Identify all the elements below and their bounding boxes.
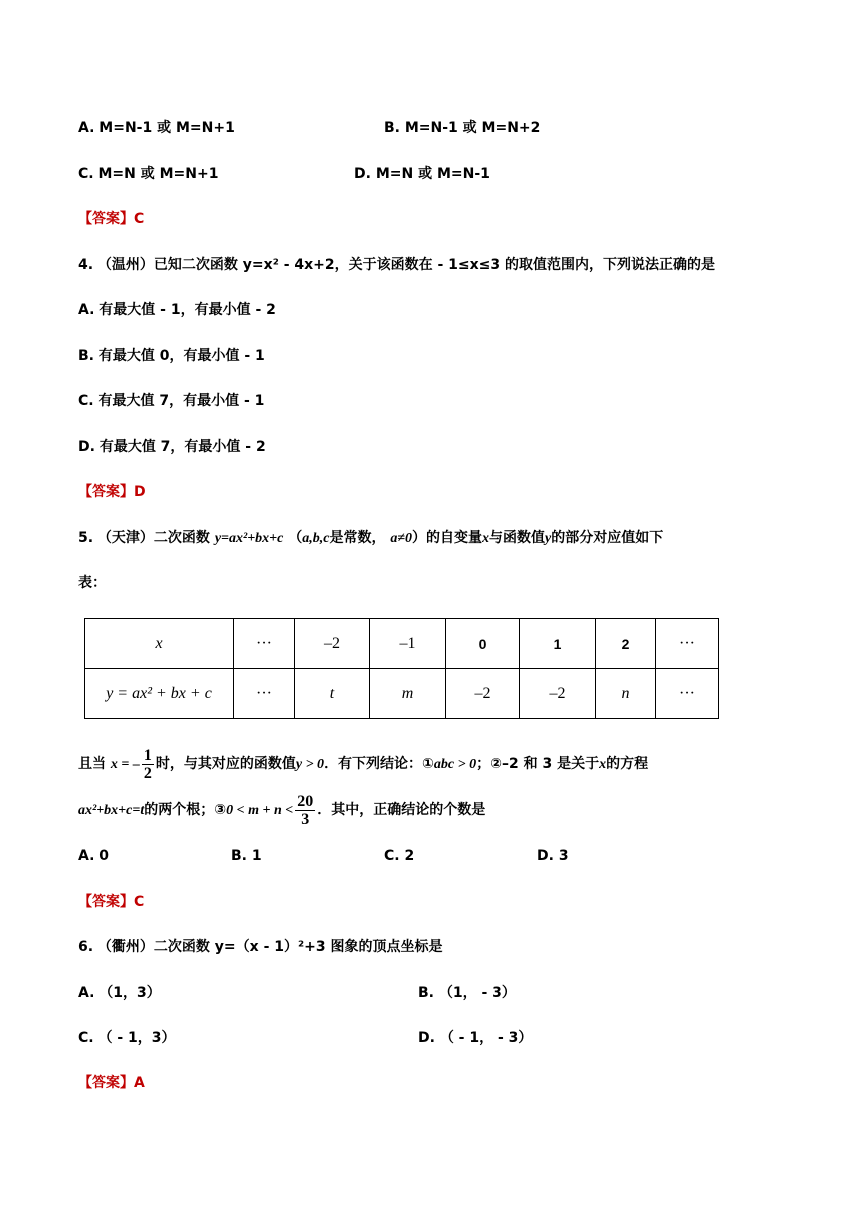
- table-row: [85, 619, 719, 669]
- q5-abc-positive: abc > 0: [433, 757, 477, 772]
- table-cell: ···: [234, 669, 295, 719]
- table-cell: x: [85, 619, 234, 669]
- q5-var-x: x: [482, 531, 490, 546]
- q5-text: 时，与其对应的函数值: [155, 756, 296, 772]
- q5-var-y: y: [545, 531, 552, 546]
- fraction-half: [142, 747, 154, 782]
- q5-stem-text: ）的自变量: [412, 530, 483, 546]
- q6-stem: 6. （衢州）二次函数 y=（x - 1）²+3 图象的顶点坐标是: [78, 939, 443, 955]
- q4-option-c: C. 有最大值 7，有最小值 - 1: [78, 393, 265, 409]
- q5-text: 的两个根；③: [144, 802, 227, 818]
- q5-stem-text: （: [288, 530, 303, 546]
- q4-stem: 4. （温州）已知二次函数 y=x² - 4x+2，关于该函数在 - 1≤x≤3 的取值范围内，下列说法正确的是: [78, 257, 716, 273]
- q5-text: ．其中，正确结论的个数是: [317, 802, 486, 818]
- q5-x-value: x = –: [110, 757, 140, 772]
- table-cell: 0: [446, 619, 520, 669]
- table-cell: –2: [520, 669, 596, 719]
- table-cell: –1: [370, 619, 446, 669]
- q5-constants: a,b,c: [302, 531, 330, 546]
- table-row: [85, 669, 719, 719]
- table-cell: m: [370, 669, 446, 719]
- q5-option-d: D. 3: [537, 848, 569, 864]
- table-cell: ···: [234, 619, 295, 669]
- table-cell: y = ax² + bx + c: [85, 669, 234, 719]
- q4-answer: 【答案】D: [78, 484, 146, 500]
- q3-option-c: C. M=N 或 M=N+1: [78, 166, 219, 182]
- q5-condition-line-2: [78, 792, 485, 829]
- q5-stem-cont: 表：: [78, 575, 106, 591]
- table-cell: ···: [656, 669, 719, 719]
- q4-option-b: B. 有最大值 0，有最小值 - 1: [78, 348, 265, 364]
- q3-option-a: A. M=N-1 或 M=N+1: [78, 120, 235, 136]
- value-table: [84, 618, 719, 719]
- q5-stem-text: 的部分对应值如下: [551, 530, 664, 546]
- q5-stem: [78, 528, 663, 549]
- q4-option-a: A. 有最大值 - 1，有最小值 - 2: [78, 302, 276, 318]
- q5-inequality: 0 < m + n <: [226, 803, 294, 818]
- q5-y-positive: y > 0: [295, 757, 325, 772]
- q5-text: ．有下列结论：①: [324, 756, 434, 772]
- q3-option-d: D. M=N 或 M=N-1: [354, 166, 490, 182]
- q5-function: y=ax²+bx+c: [214, 531, 284, 546]
- q5-equation: ax²+bx+c=t: [78, 803, 145, 818]
- fraction-numerator: 20: [297, 792, 314, 810]
- table-cell: t: [295, 669, 370, 719]
- q6-answer: 【答案】A: [78, 1075, 145, 1091]
- fraction-twenty-thirds: [295, 793, 315, 828]
- q5-stem-text: 5. （天津）二次函数: [78, 530, 210, 546]
- q5-text: 且当: [78, 756, 106, 772]
- q5-condition: a≠0: [390, 531, 413, 546]
- fraction-numerator: 1: [143, 746, 152, 764]
- q6-option-b: B. （1， - 3）: [418, 985, 516, 1001]
- fraction-denominator: 3: [301, 810, 310, 828]
- q5-condition-line: [78, 746, 648, 783]
- q5-answer: 【答案】C: [78, 894, 145, 910]
- table-cell: –2: [295, 619, 370, 669]
- q5-option-a: A. 0: [78, 848, 110, 864]
- q5-stem-text: 是常数，: [329, 530, 386, 546]
- table-cell: –2: [446, 669, 520, 719]
- q6-option-a: A. （1，3）: [78, 985, 161, 1001]
- q3-option-b: B. M=N-1 或 M=N+2: [384, 120, 541, 136]
- table-cell: ···: [656, 619, 719, 669]
- fraction-denominator: 2: [143, 764, 152, 782]
- q5-var-x: x: [599, 757, 607, 772]
- q6-option-d: D. （ - 1， - 3）: [418, 1030, 533, 1046]
- q6-option-c: C. （ - 1，3）: [78, 1030, 176, 1046]
- q4-option-d: D. 有最大值 7，有最小值 - 2: [78, 439, 266, 455]
- q5-stem-text: 与函数值: [489, 530, 546, 546]
- table-cell: 2: [596, 619, 656, 669]
- q5-option-b: B. 1: [231, 848, 262, 864]
- q5-option-c: C. 2: [384, 848, 415, 864]
- table-cell: n: [596, 669, 656, 719]
- table-cell: 1: [520, 619, 596, 669]
- q5-text: 的方程: [606, 756, 649, 772]
- q5-text: ；②–2 和 3 是关于: [476, 756, 600, 772]
- q3-answer: 【答案】C: [78, 211, 145, 227]
